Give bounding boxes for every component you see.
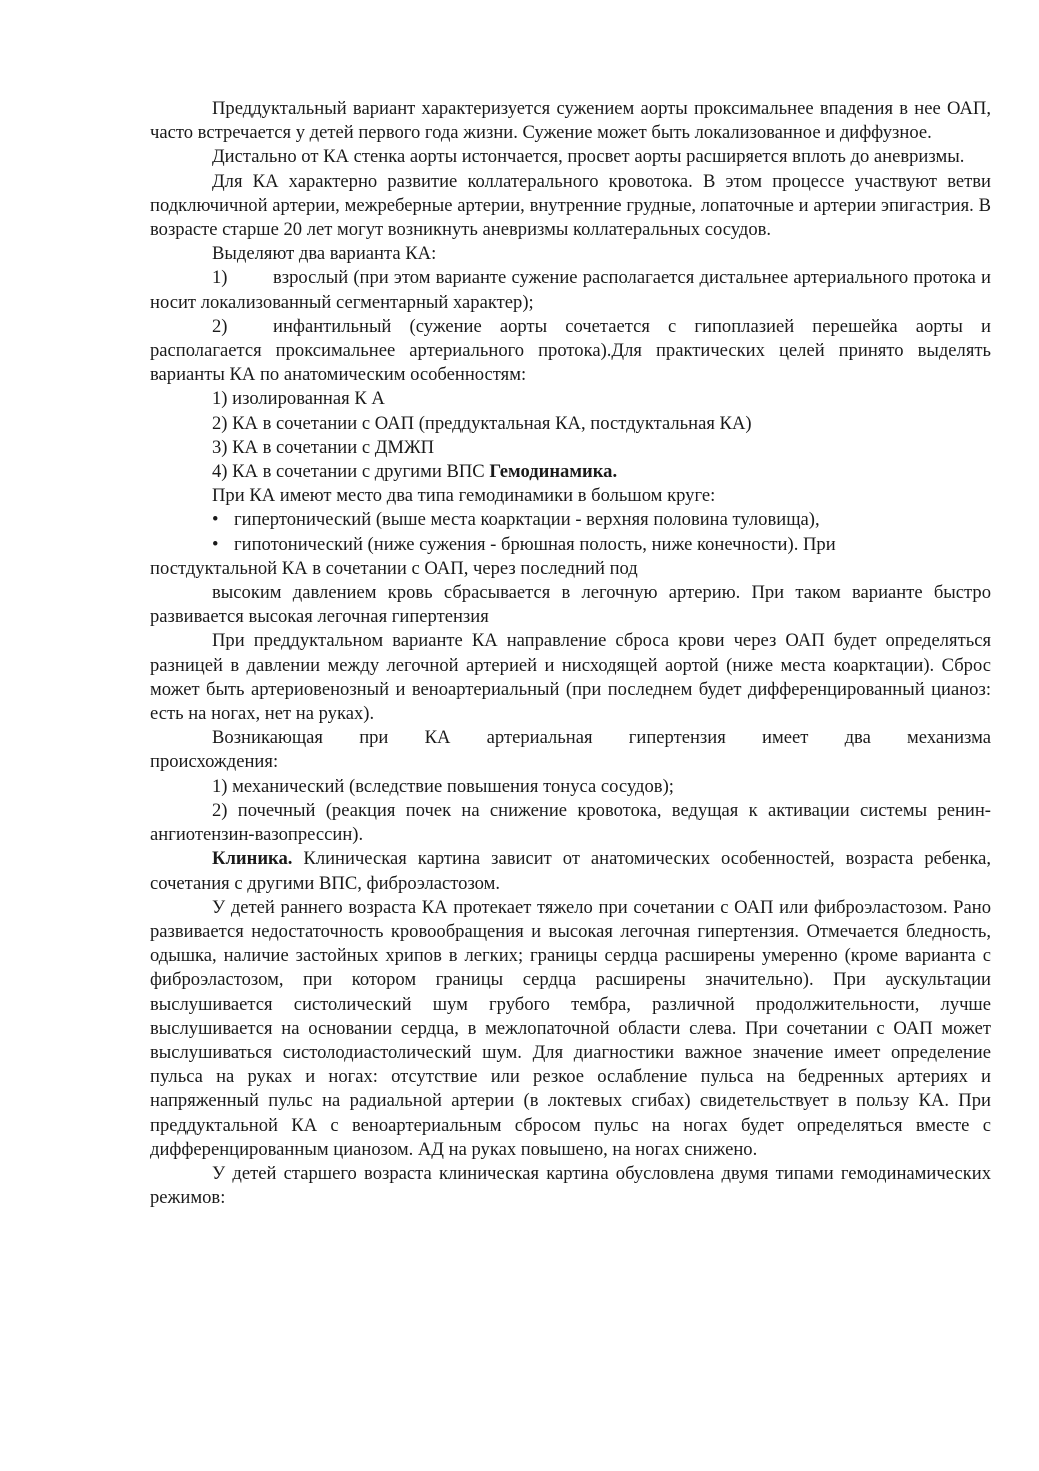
paragraph-pulmonary-hypertension: высоким давлением кровь сбрасывается в легочную артерию. При таком варианте быстро развивается высокая легочная гипертензия xyxy=(150,582,991,628)
paragraph-preductal-shunt: При преддуктальном варианте КА направление сброса крови через ОАП будет определяться разницей в давлении между легочной артерией и нисходящей аортой (ниже места коарктации). Сброс может быть артериовенозный и веноартериальный (при последнем будет дифференцированный цианоз: есть на ногах, нет на руках). xyxy=(150,630,991,725)
bullet-icon: • xyxy=(212,509,219,531)
paragraph-early-age: У детей раннего возраста КА протекает тяжело при сочетании с ОАП или фиброэластозом. Рано развивается недостаточность кровообращения и высокая легочная гипертензия. Отмечается бледность, одышка, наличие застойных хрипов в легких; границы сердца расширены умеренно (кроме варианта с фиброэластозом, при котором границы сердца расширены значительно). При аускультации выслушивается систолический шум грубого тембра, различной продолжительности, лучше выслушивается на основании сердца, в межлопаточной области слева. При сочетании с ОАП может выслушиваться систолодиастолический шум. Для диагностики важное значение имеет определение пульса на руках и ногах: отсутствие или резкое ослабление пульса на бедренных артериях и напряженный пульс на радиальной артерии (в локтевых сгибах) свидетельствует в пользу КА. При преддуктальной КА с веноартериальным сбросом пульс на ногах будет определяться вместе с дифференцированным цианозом. АД на руках повышено, на ногах снижено. xyxy=(150,896,991,1160)
paragraph-distal: Дистально от КА стенка аорты истончается, просвет аорты расширяется вплоть до аневризмы. xyxy=(212,146,965,168)
mechanism-renal: 2) почечный (реакция почек на снижение кровотока, ведущая к активации системы ренин-ангиотензин-вазопрессин). xyxy=(150,799,991,846)
paragraph-clinic-text: Клиническая картина зависит от анатомических особенностей, возраста ребенка, сочетания с другими ВПС, фиброэластозом. xyxy=(150,848,991,894)
variant-adult xyxy=(150,266,991,314)
bullet-hypertonic xyxy=(150,508,991,532)
anatomic-item-4 xyxy=(150,460,991,484)
paragraph-postductal-continuation: постдуктальной КА в сочетании с ОАП, через последний под xyxy=(150,557,638,579)
variant-infant-number: 2) xyxy=(212,315,228,337)
hemodynamics-heading: Гемодинамика. xyxy=(489,461,618,483)
paragraph-preductal: Преддуктальный вариант характеризуется сужением аорты проксимальнее впадения в нее ОАП, часто встречается у детей первого года жизни. Сужение может быть локализованное и диффузное. xyxy=(150,98,991,144)
bullet-hypertonic-text: гипертонический (выше места коарктации - верхняя половина туловища), xyxy=(234,509,820,531)
variant-adult-number: 1) xyxy=(212,267,228,289)
paragraph-hypertension-mechanisms: Возникающая при КА артериальная гипертензия имеет два механизма xyxy=(212,727,991,749)
paragraph-older-age: У детей старшего возраста клиническая картина обусловлена двумя типами гемодинамических режимов: xyxy=(150,1162,991,1209)
variant-adult-text: взрослый (при этом варианте сужение располагается дистальнее артериального протока и носит локализованный сегментарный характер); xyxy=(150,267,991,313)
bullet-hypotonic xyxy=(150,533,991,557)
paragraph-hemodynamics-types: При КА имеют место два типа гемодинамики в большом круге: xyxy=(212,485,716,507)
bullet-icon: • xyxy=(212,533,219,555)
variant-infant xyxy=(150,315,991,388)
paragraph-collateral: Для КА характерно развитие коллатерального кровотока. В этом процессе участвуют ветви подключичной артерии, межреберные артерии, внутренние грудные, лопаточные и артерии эпигастрия. В возрасте старше 20 лет могут возникнуть аневризмы коллатеральных сосудов. xyxy=(150,170,991,241)
anatomic-item-3: 3) КА в сочетании с ДМЖП xyxy=(212,436,435,458)
bullet-hypotonic-text: гипотонический (ниже сужения - брюшная полость, ниже конечности). При xyxy=(234,533,836,555)
paragraph-clinic xyxy=(150,847,991,895)
anatomic-item-1: 1) изолированная К А xyxy=(212,388,385,410)
anatomic-item-2: 2) КА в сочетании с ОАП (преддуктальная КА, постдуктальная КА) xyxy=(212,412,752,434)
variant-infant-text: инфантильный (сужение аорты сочетается с гипоплазией перешейка аорты и располагается проксимальнее артериального протока).Для практических целей принято выделять варианты КА по анатомическим особенностям: xyxy=(150,315,991,386)
document-page xyxy=(150,97,991,1210)
paragraph-hypertension-mechanisms-end: происхождения: xyxy=(150,751,279,773)
clinic-heading: Клиника. xyxy=(212,848,293,870)
mechanism-mechanical: 1) механический (вследствие повышения тонуса сосудов); xyxy=(212,775,674,797)
anatomic-item-4-text: 4) КА в сочетании с другими ВПС xyxy=(212,461,490,483)
paragraph-variants-intro: Выделяют два варианта КА: xyxy=(212,243,437,265)
